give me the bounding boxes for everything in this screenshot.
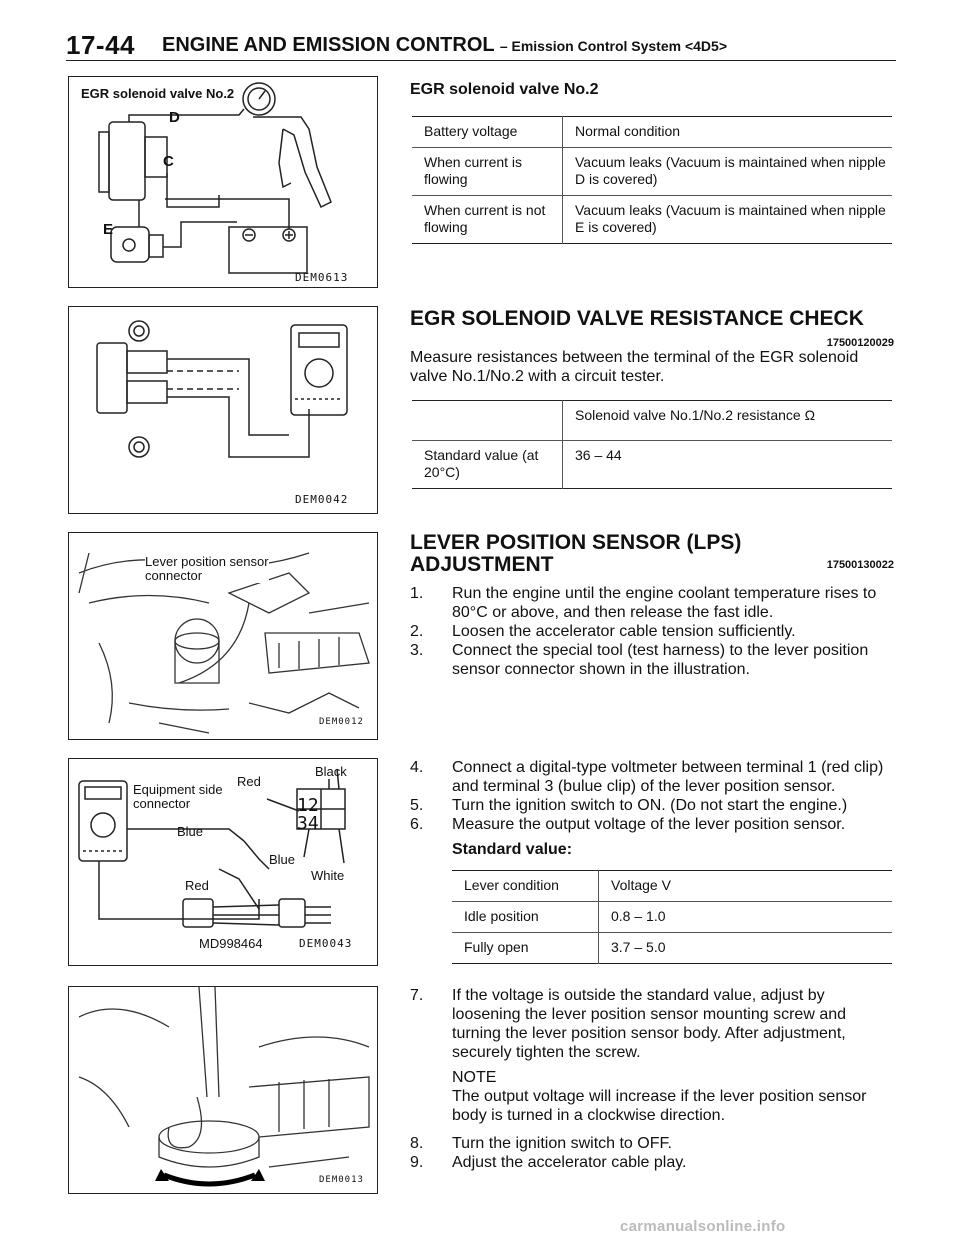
- label-nipple-c: C: [163, 153, 174, 170]
- page-title: ENGINE AND EMISSION CONTROL – Emission Control System <4D5>: [162, 34, 728, 56]
- label-equipment-side-connector: Equipment side connector: [133, 782, 223, 811]
- table-row: Lever condition Voltage V: [452, 871, 892, 902]
- step-item: 3. Connect the special tool (test harness) to the lever position sensor connector shown in the illustration.: [410, 642, 869, 678]
- voltmeter-wiring-drawing: [69, 759, 377, 965]
- figure-code: DEM0613: [295, 271, 349, 284]
- standard-value-label: Standard value:: [452, 841, 573, 858]
- egr-valve-2-table: [412, 116, 892, 244]
- figure-code: DEM0012: [319, 717, 364, 727]
- table-row: Standard value (at 20°C) 36 – 44: [412, 441, 892, 489]
- step-item: 5. Turn the ignition switch to ON. (Do not start the engine.): [410, 797, 848, 814]
- label-white: White: [311, 868, 345, 883]
- label-red-bottom: Red: [185, 878, 209, 893]
- step-item: 1. Run the engine until the engine coolant temperature rises to 80°C or above, and then release the fast idle.: [410, 585, 877, 621]
- step-item: 9. Adjust the accelerator cable play.: [410, 1154, 687, 1171]
- table-row: Fully open 3.7 – 5.0: [452, 933, 892, 964]
- voltage-table: [452, 870, 892, 964]
- page-subtitle: – Emission Control System <4D5>: [499, 38, 728, 54]
- figure-lever-position-sensor: [68, 532, 378, 740]
- table-row: Idle position 0.8 – 1.0: [452, 902, 892, 933]
- figure-code: DEM0013: [319, 1175, 364, 1185]
- figure-resistance-check: [68, 306, 378, 514]
- figure-sensor-adjustment: [68, 986, 378, 1194]
- label-blue-left: Blue: [177, 824, 204, 839]
- note-text: The output voltage will increase if the lever position sensor body is turned in a clockwise direction.: [452, 1088, 867, 1124]
- label-nipple-e: E: [103, 221, 114, 238]
- figure-egr-solenoid-valve: [68, 76, 378, 288]
- section-resistance-check: [410, 308, 894, 386]
- figure-code: DEM0042: [295, 493, 349, 506]
- connector-terminals: 12 34: [297, 795, 319, 834]
- section-heading: EGR solenoid valve No.2: [410, 81, 599, 98]
- resistance-table: [412, 400, 892, 489]
- step-item: 2. Loosen the accelerator cable tension sufficiently.: [410, 623, 796, 640]
- footer-watermark: carmanualsonline.info: [620, 1218, 786, 1235]
- section-heading: EGR SOLENOID VALVE RESISTANCE CHECK: [410, 307, 864, 330]
- table-row: Battery voltage Normal condition: [412, 117, 892, 148]
- figure-caption: Lever position sensor connector: [145, 554, 269, 583]
- resistance-check-drawing: [69, 307, 377, 513]
- egr-valve-drawing: [69, 77, 377, 287]
- label-nipple-d: D: [169, 109, 180, 126]
- note-label: NOTE: [452, 1069, 497, 1086]
- table-row: Solenoid valve No.1/No.2 resistance Ω: [412, 401, 892, 441]
- label-tool-number: MD998464: [199, 936, 263, 951]
- label-blue-mid: Blue: [269, 852, 296, 867]
- table-row: When current is not flowing Vacuum leaks (Vacuum is maintained when nipple E is covered): [412, 196, 892, 244]
- label-black: Black: [315, 764, 347, 779]
- section-heading: LEVER POSITION SENSOR (LPS) ADJUSTMENT: [410, 531, 742, 576]
- section-lps-adjustment: [410, 532, 894, 576]
- page-header: [66, 30, 896, 61]
- reference-number: 17500120029: [826, 337, 894, 349]
- page-number: 17-44: [66, 30, 135, 60]
- label-red-top: Red: [237, 774, 261, 789]
- table-row: When current is flowing Vacuum leaks (Vacuum is maintained when nipple D is covered): [412, 148, 892, 196]
- figure-voltmeter-wiring: [68, 758, 378, 966]
- step-item: 8. Turn the ignition switch to OFF.: [410, 1135, 672, 1152]
- step-item: 4. Connect a digital-type voltmeter between terminal 1 (red clip) and terminal 3 (bulue clip) of the lever position sensor.: [410, 759, 884, 795]
- section-body: Measure resistances between the terminal of the EGR solenoid valve No.1/No.2 with a circuit tester.: [410, 349, 859, 385]
- step-item: 6. Measure the output voltage of the lever position sensor.: [410, 816, 846, 833]
- figure-code: DEM0043: [299, 937, 353, 950]
- step-item: 7. If the voltage is outside the standard value, adjust by loosening the lever position sensor mounting screw and turning the lever position sensor body. After adjustment, securely tighten the screw.: [410, 987, 847, 1061]
- figure-caption: EGR solenoid valve No.2: [81, 86, 235, 101]
- sensor-adjustment-drawing: [69, 987, 377, 1193]
- section-egr-valve-2: [410, 80, 894, 99]
- reference-number: 17500130022: [826, 559, 894, 571]
